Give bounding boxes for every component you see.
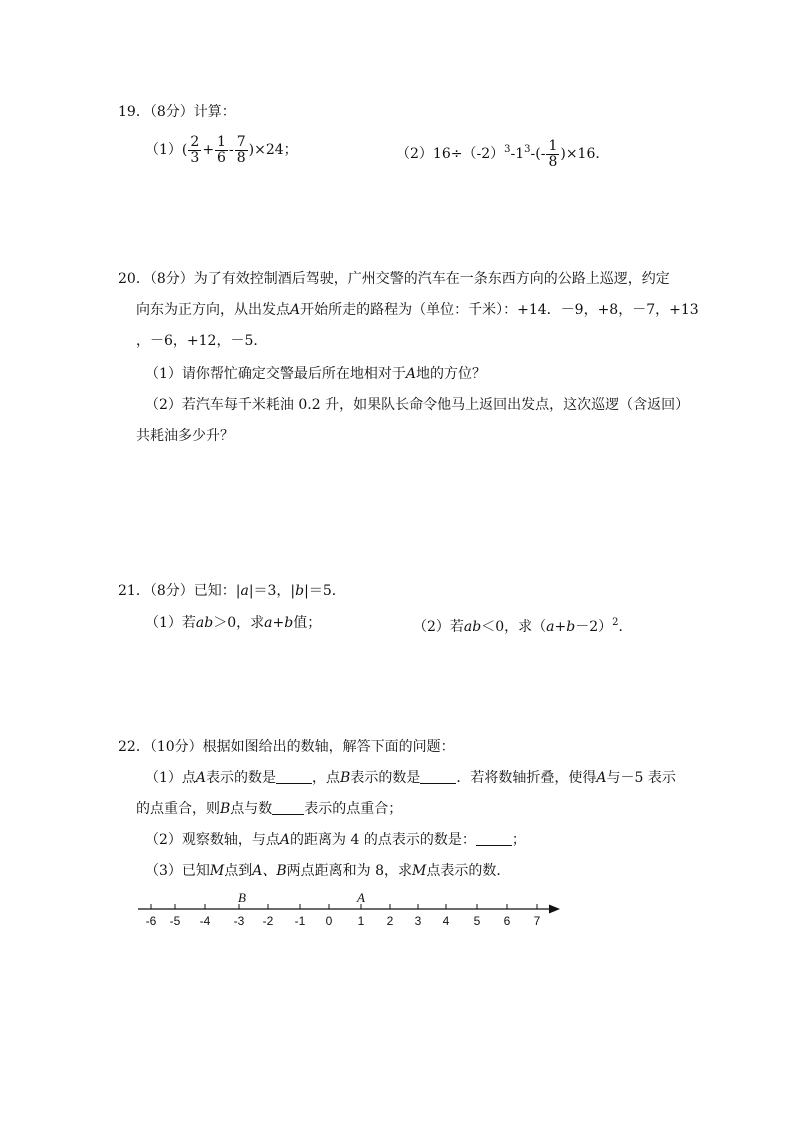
answer-blank[interactable]: [272, 800, 304, 815]
fraction-one-eighth: [546, 139, 559, 170]
exponent: 3: [504, 144, 511, 155]
point-m-label: M: [209, 863, 225, 879]
variable-a: A: [290, 302, 301, 318]
q19-heading: 19．（8分）计算：: [118, 104, 236, 120]
q19-part2: [396, 133, 609, 171]
q21-part2: [413, 613, 633, 637]
variable-ab: ab: [195, 615, 214, 631]
q22-p1-d: 表示的数是: [350, 770, 421, 786]
answer-blank[interactable]: [476, 831, 512, 846]
q21-p2-a: （2）若: [413, 619, 464, 635]
tick-label: 1: [357, 914, 365, 928]
q21-p2-d: ．: [618, 619, 633, 635]
exponent: 2: [612, 617, 619, 628]
exponent: 3: [524, 144, 531, 155]
number-line-ticks: [146, 904, 541, 928]
q22-p1-h: 点与数: [230, 801, 273, 817]
q22-p2-b: 的距离为 4 的点表示的数是：: [290, 832, 476, 848]
q22-p1-b: 表示的数是: [206, 770, 277, 786]
q22-part1-cont: [136, 799, 402, 819]
q22-part3: [145, 861, 510, 881]
fraction-denominator: 8: [548, 153, 558, 170]
q21-p2-c: －2）: [575, 619, 613, 635]
q22-p1-f: 与－5 表示: [606, 770, 676, 786]
q19-part1: [145, 133, 298, 167]
variable-ab: ab: [463, 619, 482, 635]
q20-line2-a: 向东为正方向，从出发点: [136, 302, 290, 318]
q21-head-c: |＝5．: [304, 583, 346, 599]
point-b-label: B: [340, 770, 351, 786]
plus-sign: +: [202, 142, 215, 158]
tick-label: -3: [233, 914, 245, 928]
point-a-label: A: [279, 832, 291, 848]
point-m-label: M: [412, 863, 427, 879]
number-line: [0, 885, 794, 945]
expr-c: -(-: [530, 146, 546, 162]
q22-p1-g: 的点重合，则: [136, 801, 220, 817]
fraction-denominator: 8: [236, 149, 246, 166]
expr-b: -1: [510, 146, 525, 162]
q22-p3-c: 两点距离和为 8，求: [286, 863, 413, 879]
variable-a-plus-b: a+b: [546, 619, 576, 635]
q20-line3: ，－6，+12，－5．: [136, 333, 268, 349]
fraction-numerator: 2: [190, 133, 200, 150]
q22-p3-b: 点到: [224, 863, 253, 879]
q20-part2: （2）若汽车每千米耗油 0.2 升，如果队长命令他马上返回出发点，这次巡逻（含返回）: [145, 397, 690, 413]
tick-label: -1: [294, 914, 306, 928]
q22-part1: [145, 768, 676, 788]
fraction-denominator: 6: [217, 149, 226, 166]
open-paren: (: [181, 142, 188, 158]
fraction-denominator: 3: [190, 149, 200, 166]
q21-heading: [118, 581, 346, 601]
q22-p2-c: ；: [511, 832, 526, 848]
q22-p1-a: （1）点: [145, 770, 196, 786]
q22-p3-d: 点表示的数．: [426, 863, 511, 879]
q20-line2-b: 开始所走的路程为（单位：千米）：+14．－9，+8，－7，+13: [300, 302, 699, 318]
tick-label: -6: [145, 914, 157, 928]
tick-label: 6: [503, 914, 511, 928]
q20-part2-cont: 共耗油多少升？: [136, 428, 234, 444]
variable-a: a: [240, 583, 249, 599]
point-b-marker-label: B: [238, 890, 246, 905]
answer-blank[interactable]: [420, 769, 456, 784]
point-a-label: A: [596, 770, 607, 786]
q22-p1-i: 表示的点重合；: [304, 801, 403, 817]
q21-p2-b: ＜0，求（: [481, 619, 547, 635]
q22-heading: 22．（10分）根据如图给出的数轴，解答下面的问题：: [118, 739, 455, 755]
fraction-one-sixth: [215, 135, 228, 166]
q19-part1-label: （1）: [145, 142, 182, 158]
tick-label: 2: [386, 914, 394, 928]
q21-part1: [145, 613, 321, 633]
q22-p1-c: ，点: [312, 770, 341, 786]
q21-p1-c: 值；: [293, 615, 322, 631]
fraction-two-thirds: [188, 135, 201, 166]
q22-p1-e: ．若将数轴折叠，使得: [456, 770, 597, 786]
q21-head-a: 21．（8分）已知：|: [118, 583, 241, 599]
minus-sign: -: [228, 142, 234, 158]
q22-p2-a: （2）观察数轴，与点: [145, 832, 280, 848]
tick-label: -2: [262, 914, 274, 928]
fraction-numerator: 1: [217, 133, 226, 150]
q20-part1: [145, 364, 486, 384]
tick-label: 3: [414, 914, 422, 928]
points-a-b-label: A、B: [252, 863, 287, 879]
variable-b: b: [295, 583, 305, 599]
tick-label: -4: [199, 914, 211, 928]
point-a-label: A: [195, 770, 207, 786]
variable-a-plus-b: a+b: [264, 615, 294, 631]
tick-label: -5: [169, 914, 181, 928]
q19-part1-tail: ×24；: [254, 142, 298, 158]
q20-line2: [136, 300, 699, 320]
point-a-marker-label: A: [357, 890, 365, 905]
answer-blank[interactable]: [276, 769, 312, 784]
fraction-numerator: 1: [548, 137, 558, 154]
tick-label: 4: [442, 914, 450, 928]
point-b-label: B: [220, 801, 231, 817]
arrow-right-icon: [549, 905, 560, 914]
q20-part1-b: 地的方位？: [416, 366, 487, 382]
q20-line1: 20．（8分）为了有效控制酒后驾驶，广州交警的汽车在一条东西方向的公路上巡逻，约定: [118, 271, 670, 287]
tick-label: 7: [533, 914, 541, 928]
expr-a: 16÷（-2）: [432, 146, 505, 162]
q22-p3-a: （3）已知: [145, 863, 210, 879]
q19-part2-tail: )×16．: [560, 146, 610, 162]
fraction-numerator: 7: [236, 133, 246, 150]
q21-p1-a: （1）若: [145, 615, 196, 631]
close-paren: ): [248, 142, 255, 158]
variable-a: A: [405, 366, 417, 382]
q22-part2: [145, 830, 526, 850]
q19-part2-label: （2）: [396, 146, 433, 162]
tick-label: 5: [473, 914, 481, 928]
fraction-seven-eighths: [235, 135, 248, 166]
q21-head-b: |＝3，|: [248, 583, 296, 599]
tick-label: 0: [325, 914, 333, 928]
q20-part1-a: （1）请你帮忙确定交警最后所在地相对于: [145, 366, 406, 382]
q21-p1-b: ＞0，求: [213, 615, 265, 631]
